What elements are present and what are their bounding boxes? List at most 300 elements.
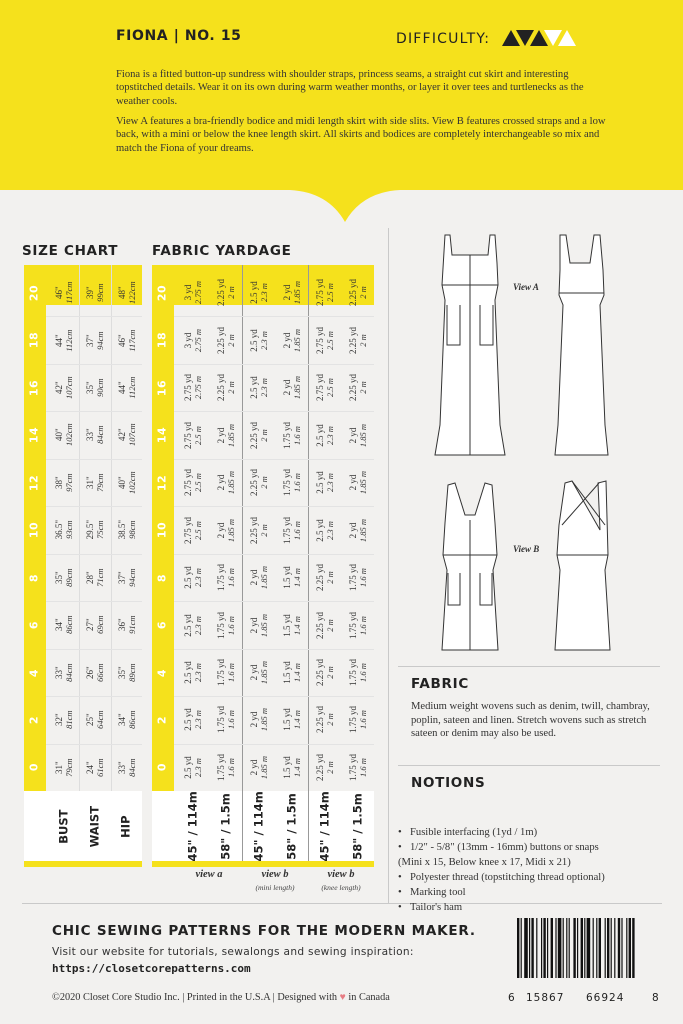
size-chart-cell [79, 601, 110, 648]
yardage-row-sep [174, 649, 374, 650]
yardage-cell [341, 601, 374, 648]
yardage-row-sep [174, 601, 374, 602]
yardage-cell [275, 506, 308, 553]
view-b-front-drawing [442, 483, 498, 650]
size-chart-row-label: HIP [118, 815, 133, 838]
yardage-cell [308, 601, 341, 648]
cell-primary: 1.75 yd [347, 611, 358, 639]
view-b-back-drawing [555, 481, 610, 650]
barcode-bar [614, 918, 615, 978]
cell-secondary: 2.3 m [258, 378, 269, 398]
size-chart-cell [48, 554, 79, 601]
cell-secondary: 2 m [357, 333, 368, 347]
cell-secondary: 61cm [94, 758, 105, 777]
cell-primary: 1.75 yd [347, 706, 358, 734]
cell-secondary: 1.6 m [291, 425, 302, 445]
cell-primary: 2.25 yd [314, 706, 325, 734]
heart-icon: ♥ [339, 992, 346, 1003]
website-link[interactable]: https://closetcorepatterns.com [52, 962, 251, 975]
cell-secondary: 71cm [94, 568, 105, 587]
cell-secondary: 2 m [258, 523, 269, 537]
size-chart-cell [111, 744, 142, 791]
cell-primary: 1.75 yd [215, 564, 226, 592]
cell-primary: 35" [116, 666, 127, 679]
copyright-line: ©2020 Closet Core Studio Inc. | Printed in the U.S.A | Designed with ♥ in Canada [52, 992, 390, 1003]
size-chart-bottom-strip [24, 861, 142, 867]
cell-primary: 33" [53, 666, 64, 679]
difficulty-triangles-icon [502, 30, 582, 46]
size-chart-row-sep [46, 554, 142, 555]
barcode-bar [531, 918, 533, 978]
yardage-cell [209, 554, 242, 601]
yardage-size-label: 6 [155, 620, 169, 630]
size-chart-cell [48, 696, 79, 743]
yardage-row-sep [174, 554, 374, 555]
cell-secondary: 1.85 m [357, 471, 368, 495]
cell-primary: 2 yd [215, 474, 226, 491]
cell-primary: 1.5 yd [281, 566, 292, 589]
yardage-width-label: 45" / 114m [317, 790, 331, 862]
cell-primary: 2.25 yd [347, 374, 358, 402]
cell-secondary: 2 m [258, 428, 269, 442]
barcode-bar [607, 918, 609, 978]
cell-primary: 2 yd [281, 284, 292, 301]
cell-secondary: 1.85 m [357, 518, 368, 542]
yardage-cell [176, 649, 209, 696]
barcode-bar [529, 918, 530, 978]
size-chart-size-label: 12 [27, 474, 41, 491]
notion-item: (Mini x 15, Below knee x 17, Midi x 21) [398, 857, 571, 868]
cell-secondary: 2.3 m [192, 710, 203, 730]
cell-secondary: 2 m [357, 286, 368, 299]
cell-primary: 1.75 yd [215, 753, 226, 781]
cell-secondary: 90cm [94, 378, 105, 397]
cell-secondary: 2.75 m [192, 328, 203, 352]
cell-primary: 1.5 yd [281, 613, 292, 637]
cell-secondary: 79cm [63, 758, 74, 777]
yardage-size-label: 12 [155, 474, 169, 491]
cell-primary: 34" [116, 713, 127, 727]
yardage-size-label: 14 [155, 426, 169, 444]
yardage-size-label: 10 [155, 521, 169, 539]
yardage-cell [341, 269, 374, 316]
cell-secondary: 1.6 m [357, 568, 368, 588]
size-chart-cell [48, 411, 79, 458]
cell-primary: 36" [116, 618, 127, 632]
size-chart-cell [79, 316, 110, 363]
yardage-cell [275, 269, 308, 316]
yardage-cell [209, 744, 242, 791]
cell-secondary: 94cm [94, 330, 105, 350]
size-chart-row-sep [46, 744, 142, 745]
cell-secondary: 1.6 m [357, 615, 368, 635]
cell-primary: 26" [84, 666, 95, 679]
yardage-cell [242, 696, 275, 743]
cell-primary: 1.75 yd [215, 659, 226, 687]
yardage-cell [209, 411, 242, 458]
cell-primary: 2.25 yd [248, 469, 259, 497]
cell-secondary: 2.5 m [192, 473, 203, 493]
barcode-bar [563, 918, 564, 978]
barcode-digit-4: 8 [652, 992, 660, 1004]
cell-primary: 25" [84, 713, 95, 727]
barcode-bar [626, 918, 627, 978]
cell-primary: 1.75 yd [215, 611, 226, 639]
yardage-size-label: 2 [155, 715, 169, 725]
size-chart-size-label: 14 [27, 426, 41, 444]
cell-primary: 2.5 yd [182, 613, 193, 637]
yardage-cell [176, 554, 209, 601]
cell-primary: 1.75 yd [215, 706, 226, 734]
cell-primary: 27" [84, 618, 95, 632]
yardage-size-label: 20 [155, 284, 169, 301]
barcode-bar [618, 918, 620, 978]
size-chart-cell [79, 649, 110, 696]
cell-primary: 2.25 yd [248, 421, 259, 449]
column-divider [388, 228, 389, 903]
view-b-label: View B [513, 544, 540, 554]
cell-secondary: 97cm [63, 473, 74, 492]
yardage-cell [176, 459, 209, 506]
yardage-row-sep [174, 364, 374, 365]
yardage-cell [209, 316, 242, 363]
cell-secondary: 1.4 m [291, 710, 302, 730]
size-chart-cell [111, 411, 142, 458]
yardage-cell [209, 649, 242, 696]
size-chart-size-label: 16 [27, 379, 41, 396]
cell-secondary: 93cm [63, 520, 74, 540]
yardage-width-label: 58" / 1.5m [218, 792, 232, 860]
banner-bottom [0, 190, 683, 230]
cell-primary: 1.75 yd [347, 564, 358, 592]
size-chart-row-sep [46, 364, 142, 365]
yardage-cell [209, 459, 242, 506]
description-paragraph-1: Fiona is a fitted button-up sundress with shoulder straps, princess seams, a straight cut skirt and interesting topstitched details. Wear it on its own during warm weather months, or layer it over tees and turtlenecks as the weather cools. [116, 69, 584, 107]
size-chart-cell [79, 554, 110, 601]
cell-primary: 2.5 yd [248, 328, 259, 352]
cell-secondary: 2.3 m [192, 568, 203, 588]
yardage-cell [275, 411, 308, 458]
cell-primary: 35" [53, 571, 64, 584]
yardage-width-label: 58" / 1.5m [284, 792, 298, 860]
cell-secondary: 2 m [324, 618, 335, 632]
yardage-size-label: 0 [155, 763, 169, 772]
size-chart-cell [111, 696, 142, 743]
barcode-bar [547, 918, 548, 978]
cell-secondary: 89cm [63, 568, 74, 587]
yardage-row-sep [174, 459, 374, 460]
size-chart-row-sep [46, 316, 142, 317]
cell-secondary: 2 m [324, 571, 335, 584]
pattern-title: FIONA | NO. 15 [116, 28, 242, 44]
yardage-cell [341, 364, 374, 411]
yardage-cell [242, 364, 275, 411]
cell-primary: 2 yd [248, 569, 259, 586]
cell-secondary: 79cm [94, 473, 105, 492]
yardage-row-sep [174, 316, 374, 317]
cell-secondary: 1.6 m [225, 758, 236, 777]
size-chart-row-sep [46, 696, 142, 697]
cell-secondary: 1.6 m [225, 615, 236, 635]
cell-primary: 40" [116, 476, 127, 489]
notion-item: • Marking tool [398, 885, 678, 900]
size-chart-row-sep [46, 459, 142, 460]
yardage-view-label: view a [195, 869, 223, 881]
barcode-bar [621, 918, 622, 978]
cell-primary: 2.5 yd [248, 281, 259, 304]
size-chart-cell [79, 411, 110, 458]
yardage-cell [308, 744, 341, 791]
cell-primary: 2.5 yd [314, 423, 325, 447]
size-chart-size-label: 20 [27, 284, 41, 301]
yardage-cell [176, 506, 209, 553]
cell-primary: 35" [84, 381, 95, 395]
barcode-bar [611, 918, 612, 978]
cell-primary: 2 yd [215, 522, 226, 538]
yardage-cell [341, 696, 374, 743]
barcode-bar [577, 918, 578, 978]
cell-secondary: 112cm [63, 329, 74, 352]
barcode-bar [569, 918, 570, 978]
yardage-cell [308, 316, 341, 363]
yardage-cell [341, 411, 374, 458]
size-chart-row-label: WAIST [87, 805, 102, 847]
barcode-digits-3: 66924 [586, 992, 625, 1004]
cell-primary: 38" [53, 476, 64, 489]
yardage-cell [242, 744, 275, 791]
size-chart-cell [48, 316, 79, 363]
cell-primary: 2.25 yd [347, 326, 358, 354]
yardage-width-label: 45" / 114m [185, 790, 199, 862]
fabric-heading: FABRIC [411, 676, 469, 692]
cell-primary: 3 yd [182, 332, 193, 349]
cell-secondary: 2 m [225, 381, 236, 394]
cell-secondary: 64cm [94, 710, 105, 730]
cell-secondary: 1.6 m [225, 663, 236, 682]
cell-secondary: 98cm [126, 520, 137, 540]
yardage-cell [308, 506, 341, 553]
cell-secondary: 2.5 m [324, 378, 335, 398]
yardage-cell [308, 459, 341, 506]
size-chart-cell [48, 744, 79, 791]
cell-secondary: 2.75 m [192, 281, 203, 305]
size-chart-cell [48, 459, 79, 506]
difficulty-label: DIFFICULTY: [396, 31, 491, 47]
cell-secondary: 2.5 m [192, 425, 203, 445]
size-chart-col-sep [79, 265, 80, 791]
size-chart-cell [79, 364, 110, 411]
cell-primary: 44" [116, 381, 127, 395]
cell-primary: 2.75 yd [182, 516, 193, 544]
cell-secondary: 2 m [324, 666, 335, 679]
barcode-bar [521, 918, 522, 978]
yardage-cell [176, 744, 209, 791]
notion-item: • Tailor's ham [398, 900, 678, 915]
cell-secondary: 1.6 m [225, 568, 236, 588]
cell-secondary: 2.3 m [258, 330, 269, 350]
yardage-cell [308, 269, 341, 316]
size-chart-cell [111, 601, 142, 648]
yardage-cell [242, 459, 275, 506]
size-chart-cell [79, 269, 110, 316]
cell-primary: 2 yd [281, 332, 292, 349]
footer-visit-text: Visit our website for tutorials, sewalongs and sewing inspiration: [52, 946, 414, 958]
cell-primary: 2 yd [347, 474, 358, 491]
size-chart-cell [111, 554, 142, 601]
size-chart-size-label: 6 [27, 620, 41, 630]
cell-secondary: 1.85 m [225, 518, 236, 542]
cell-secondary: 2.3 m [324, 473, 335, 493]
yardage-cell [341, 554, 374, 601]
cell-secondary: 81cm [63, 710, 74, 730]
yardage-cell [209, 506, 242, 553]
cell-primary: 2.25 yd [215, 279, 226, 307]
cell-primary: 2.75 yd [182, 374, 193, 402]
size-chart-size-label: 4 [27, 668, 41, 677]
cell-primary: 2.5 yd [182, 661, 193, 684]
barcode-bar [632, 918, 634, 978]
cell-secondary: 1.6 m [357, 710, 368, 730]
cell-secondary: 66cm [94, 663, 105, 682]
yardage-cell [242, 316, 275, 363]
size-chart-row-sep [46, 411, 142, 412]
size-chart-cell [48, 364, 79, 411]
cell-secondary: 1.6 m [225, 710, 236, 730]
yardage-cell [242, 411, 275, 458]
barcode-bar [629, 918, 631, 978]
yardage-cell [242, 269, 275, 316]
size-chart-row-label: BUST [55, 809, 70, 844]
yardage-view-label: view b [261, 869, 289, 881]
cell-secondary: 86cm [126, 710, 137, 730]
cell-primary: 1.75 yd [347, 659, 358, 687]
barcode-bar [573, 918, 575, 978]
cell-secondary: 1.85 m [225, 471, 236, 495]
cell-secondary: 1.6 m [357, 663, 368, 682]
cell-primary: 48" [116, 286, 127, 300]
yardage-cell [242, 601, 275, 648]
cell-secondary: 99cm [94, 283, 105, 302]
cell-primary: 46" [116, 333, 127, 347]
cell-secondary: 2.5 m [192, 520, 203, 540]
notions-divider [398, 765, 660, 766]
cell-primary: 37" [84, 333, 95, 347]
yardage-cell [275, 459, 308, 506]
barcode-bar [605, 918, 606, 978]
cell-secondary: 1.85 m [258, 660, 269, 685]
cell-primary: 2.25 yd [314, 564, 325, 592]
yardage-cell [275, 316, 308, 363]
size-chart-heading: SIZE CHART [22, 243, 119, 259]
cell-primary: 3 yd [182, 284, 193, 301]
cell-secondary: 2.5 m [324, 330, 335, 350]
yardage-view-sublabel: (mini length) [255, 883, 295, 893]
cell-primary: 2.75 yd [314, 374, 325, 402]
barcode-icon [517, 918, 647, 978]
cell-primary: 46" [53, 286, 64, 300]
cell-secondary: 2.3 m [192, 615, 203, 635]
cell-secondary: 75cm [94, 520, 105, 540]
cell-primary: 40" [53, 428, 64, 442]
cell-primary: 29.5" [84, 520, 95, 540]
yardage-cell [308, 696, 341, 743]
notion-item: • 1/2" - 5/8" (13mm - 16mm) buttons or snaps [398, 840, 678, 855]
size-chart-cell [79, 459, 110, 506]
yardage-row-sep [174, 696, 374, 697]
cell-primary: 28" [84, 571, 95, 584]
footer-tagline: CHIC SEWING PATTERNS FOR THE MODERN MAKER. [52, 923, 476, 939]
barcode-bar [558, 918, 562, 978]
barcode-bar [599, 918, 601, 978]
barcode-bar [517, 918, 519, 978]
cell-secondary: 1.4 m [291, 568, 302, 588]
cell-secondary: 107cm [126, 423, 137, 447]
cell-secondary: 84cm [63, 663, 74, 682]
yardage-cell [176, 601, 209, 648]
cell-secondary: 2 m [357, 381, 368, 394]
cell-secondary: 1.85 m [258, 613, 269, 637]
notions-heading: NOTIONS [411, 775, 486, 791]
yardage-cell [209, 696, 242, 743]
cell-primary: 2 yd [248, 759, 259, 776]
yardage-cell [176, 269, 209, 316]
cell-secondary: 91cm [126, 615, 137, 635]
yardage-cell [341, 316, 374, 363]
yardage-row-sep [174, 411, 374, 412]
yardage-cell [176, 411, 209, 458]
barcode-bar [543, 918, 545, 978]
cell-secondary: 2 m [324, 713, 335, 727]
view-a-back-drawing [555, 235, 608, 455]
yardage-bottom-strip [152, 861, 374, 867]
cell-secondary: 1.6 m [291, 520, 302, 540]
cell-primary: 24" [84, 761, 95, 774]
cell-secondary: 1.85 m [357, 423, 368, 447]
size-chart-cell [48, 269, 79, 316]
cell-secondary: 94cm [126, 568, 137, 587]
cell-primary: 1.5 yd [281, 756, 292, 779]
notion-item: • Polyester thread (topstitching thread optional) [398, 870, 678, 885]
yardage-cell [209, 601, 242, 648]
cell-primary: 1.5 yd [281, 661, 292, 684]
cell-secondary: 1.85 m [258, 755, 269, 780]
view-a-label: View A [513, 282, 539, 292]
cell-primary: 2 yd [347, 522, 358, 538]
cell-secondary: 2 m [225, 333, 236, 347]
yardage-view-sublabel: (knee length) [321, 883, 361, 893]
yardage-group-sep [308, 265, 309, 861]
cell-secondary: 1.6 m [357, 758, 368, 777]
yardage-cell [308, 364, 341, 411]
cell-secondary: 102cm [63, 423, 74, 447]
yardage-cell [341, 649, 374, 696]
cell-secondary: 1.85 m [291, 328, 302, 352]
yardage-cell [209, 269, 242, 316]
cell-primary: 2.5 yd [314, 518, 325, 542]
size-chart-cell [111, 364, 142, 411]
cell-primary: 2.25 yd [248, 516, 259, 544]
cell-secondary: 1.85 m [258, 566, 269, 590]
yardage-cell [275, 696, 308, 743]
description-paragraph-2: View A features a bra-friendly bodice and midi length skirt with side slits. View B features crossed straps and a low back, with a mini or below the knee length skirt. All skirts and bodices are completely interchangeable so mix and match the Fiona of your dreams. [116, 116, 606, 154]
cell-secondary: 1.4 m [291, 663, 302, 682]
cell-primary: 2.25 yd [347, 279, 358, 307]
yardage-cell [176, 316, 209, 363]
yardage-cell [176, 364, 209, 411]
yardage-row-sep [174, 744, 374, 745]
size-chart-cell [111, 649, 142, 696]
yardage-width-label: 58" / 1.5m [350, 792, 364, 860]
